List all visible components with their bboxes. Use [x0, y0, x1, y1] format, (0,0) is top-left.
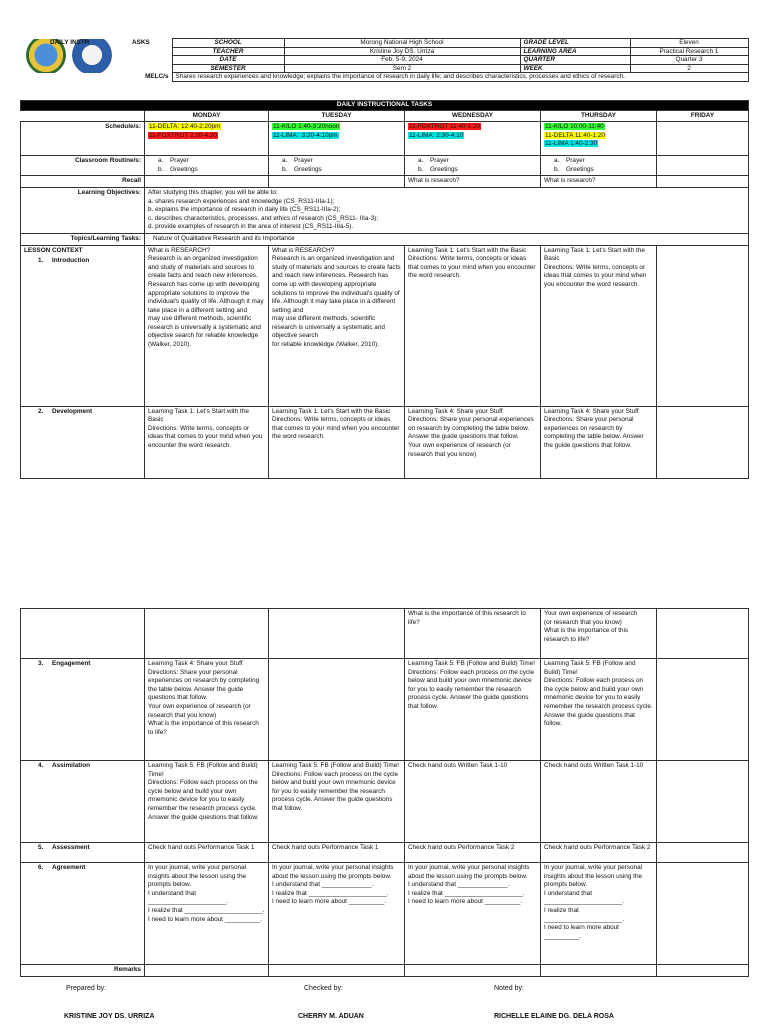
day-header-friday: FRIDAY	[657, 110, 749, 122]
tasks-table-page-2	[20, 608, 749, 977]
date-label: DATE	[172, 56, 284, 65]
routine-monday	[145, 156, 269, 176]
tasks-table-page-1	[20, 100, 749, 479]
objectives-intro: After studying this chapter, you will be able to:	[148, 188, 278, 196]
noted-by-label: Noted by:	[494, 985, 524, 992]
introduction-friday	[657, 245, 749, 406]
section-title: Agreement	[52, 864, 86, 871]
recall-label: Recall	[21, 176, 145, 188]
assessment-thursday: Check hand outs Performance Task 2	[541, 843, 657, 863]
section-number: 5.	[38, 844, 44, 851]
schedule-friday	[657, 122, 749, 156]
banner-title: DAILY INSTRUCTIONAL TASKS	[21, 101, 749, 111]
routine-item: b. Greetings	[418, 166, 537, 175]
schedule-thursday	[541, 122, 657, 156]
semester-value: Sem 2	[284, 64, 520, 73]
recall-thursday: What is research?	[541, 176, 657, 188]
routine-tuesday	[269, 156, 405, 176]
remarks-label: Remarks	[21, 965, 145, 977]
schedule-entry: 11-FOXTROT 11:40-1:20	[409, 123, 481, 131]
assimilation-wednesday: Check hand outs Written Task 1-10	[405, 761, 541, 843]
assimilation-monday: Learning Task 5: FB (Follow and Build) Time! Directions: Follow each process on the cycle below and build your own mnemonic device for you to easily remember the research process cycle. Answer the guide questions that follow.	[145, 761, 269, 843]
section-number: 4.	[38, 762, 44, 769]
day-header-tuesday: TUESDAY	[269, 110, 405, 122]
title-fragment-right: ASKS	[132, 38, 150, 46]
schedule-entry: 11-DELTA 11:40-1:20	[545, 131, 605, 139]
routine-item: b. Greetings	[158, 166, 265, 175]
assimilation-label	[21, 761, 145, 843]
prepared-by-label: Prepared by:	[66, 985, 107, 992]
quarter-value: Quarter 3	[630, 56, 748, 65]
day-header-monday: MONDAY	[145, 110, 269, 122]
semester-label: SEMESTER	[172, 64, 284, 73]
engagement-wednesday: Learning Task 5: FB (Follow and Build) Time! Directions: Follow each process on the cycle below and build your own mnemonic device for you to easily remember the research process cycle. Answer the guide questions that follow.	[405, 659, 541, 761]
objective-item: d. provide examples of research in the area of interest (CS_RS11-IIIa-5).	[148, 223, 354, 231]
recall-tuesday	[269, 176, 405, 188]
melc-text: Shares research experiences and knowledge; explains the importance of research in daily life; and describes characteristics, processes and ethics of research.	[172, 73, 748, 82]
recall-friday	[657, 176, 749, 188]
continuation-tuesday	[269, 609, 405, 659]
section-number: 2.	[38, 407, 44, 415]
routine-item: a. Prayer	[418, 157, 537, 166]
objectives-text	[145, 187, 749, 233]
continuation-friday	[657, 609, 749, 659]
section-number: 1.	[38, 257, 44, 265]
assessment-label	[21, 843, 145, 863]
melc-label: MELC/s	[20, 73, 172, 82]
remarks-thursday	[541, 965, 657, 977]
continuation-monday	[145, 609, 269, 659]
section-title: Development	[52, 407, 93, 415]
day-header-wednesday: WEDNESDAY	[405, 110, 541, 122]
grade-level-label: GRADE LEVEL	[520, 39, 630, 48]
section-title: Introduction	[52, 257, 90, 265]
learning-area-label: LEARNING AREA	[520, 47, 630, 56]
agreement-tuesday: In your journal, write your personal insights about the lesson using the prompts below. I understand that ______________. I realize that ______________________. I need to learn more about __________.	[269, 863, 405, 965]
topics-text: Nature of Qualitative Research and its Importance	[145, 233, 749, 245]
routine-item: a. Prayer	[158, 157, 265, 166]
routine-wednesday	[405, 156, 541, 176]
engagement-thursday: Learning Task 5: FB (Follow and Build) Time! Directions: Follow each process on the cycle below and build your own mnemonic device for you to easily remember the research process cycle. Answer the guide questions that follow.	[541, 659, 657, 761]
corner-cell	[21, 110, 145, 122]
section-title: Engagement	[52, 660, 91, 667]
agreement-monday: In your journal, write your personal insights about the lesson using the prompts below. I understand that ______________________. I realize that ______________________. I need to learn more about __________.	[145, 863, 269, 965]
engagement-tuesday	[269, 659, 405, 761]
development-tuesday: Learning Task 1: Let's Start with the Basic Directions: Write terms, concepts or ideas that comes to your mind when you encounter the word research.	[269, 406, 405, 478]
development-wednesday: Learning Task 4: Share your Stuff Directions: Share your personal experiences on research by completing the table below. Answer the guide questions that follow. Your own experience of research (or research that you know)	[405, 406, 541, 478]
schedule-entry: 11-LIMA : 3:20-4:10pm	[273, 131, 338, 139]
noted-by-name: RICHELLE ELAINE DG. DELA ROSA	[494, 1013, 614, 1020]
engagement-label	[21, 659, 145, 761]
assimilation-thursday: Check hand outs Written Task 1-10	[541, 761, 657, 843]
routine-item: a. Prayer	[554, 157, 653, 166]
routine-label: Classroom Routine/s:	[21, 156, 145, 176]
topics-label: Topics/Learning Tasks:	[21, 233, 145, 245]
schedule-entry: 11-FOXTROT 2:20-4:20	[149, 131, 217, 139]
checked-by-name: CHERRY M. ADUAN	[298, 1013, 364, 1020]
schedule-wednesday	[405, 122, 541, 156]
date-value: Feb. 5-9, 2024	[284, 56, 520, 65]
week-value: 2	[630, 64, 748, 73]
recall-monday	[145, 176, 269, 188]
development-thursday: Learning Task 4: Share your Stuff Directions: Share your personal experiences on research by completing the table below. Answer the guide questions that follow.	[541, 406, 657, 478]
recall-wednesday: What is research?	[405, 176, 541, 188]
title-fragment-left: DAILY INSTR	[50, 38, 90, 46]
grade-level-value: Eleven	[630, 39, 748, 48]
checked-by-label: Checked by:	[304, 985, 343, 992]
schedule-entry: 11-KILO 1:40-3:20noon	[273, 123, 340, 131]
assimilation-tuesday: Learning Task 5: FB (Follow and Build) Time! Directions: Follow each process on the cycle below and build your own mnemonic device for you to easily remember the research process cycle. Answer the guide questions that follow.	[269, 761, 405, 843]
section-number: 6.	[38, 864, 44, 871]
agreement-thursday: In your journal, write your personal insights about the lesson using the prompts below. I understand that ______________________. I realize that ______________________. I need to learn more about __________.	[541, 863, 657, 965]
development-label	[21, 406, 145, 478]
lesson-context-label: LESSON CONTEXT	[21, 245, 145, 256]
objectives-label: Learning Objectives:	[21, 187, 145, 233]
schedule-tuesday	[269, 122, 405, 156]
schedule-label: Schedule/s:	[21, 122, 145, 156]
introduction-wednesday: Learning Task 1: Let's Start with the Basic Directions: Write terms, concepts or ideas that comes to your mind when you encounter the word research.	[405, 245, 541, 406]
remarks-tuesday	[269, 965, 405, 977]
development-friday	[657, 406, 749, 478]
agreement-wednesday: In your journal, write your personal insights about the lesson using the prompts below. I understand that ______________. I realize that ______________________. I need to learn more about __________.	[405, 863, 541, 965]
remarks-friday	[657, 965, 749, 977]
agreement-label	[21, 863, 145, 965]
introduction-tuesday: What is RESEARCH? Research is an organized investigation and study of materials and sources to create facts and reach new inferences. Research has come up with developing appropriate solutions to improve the individual's quality of life. Although it may take place in a different setting and may use different methods, scientific research is universally a systematic and objective search for reliable knowledge (Walker, 2010).	[269, 245, 405, 406]
prepared-by-name: KRISTINE JOY DS. URRIZA	[64, 1013, 155, 1020]
objective-item: a. shares research experiences and knowledge (CS_RS11-IIIa-1);	[148, 197, 335, 205]
teacher-label: TEACHER	[172, 47, 284, 56]
schedule-entry: 11-KILO 10:00-11:40	[545, 123, 604, 131]
assimilation-friday	[657, 761, 749, 843]
school-value: Morong National High School	[284, 39, 520, 48]
introduction-thursday: Learning Task 1: Let's Start with the Basic Directions: Write terms, concepts or ideas that comes to your mind when you encounter the word research.	[541, 245, 657, 406]
assessment-friday	[657, 843, 749, 863]
assessment-tuesday: Check hand outs Performance Task 1	[269, 843, 405, 863]
schedule-entry: 11-DELTA: 12:40-2:20pm	[149, 123, 221, 131]
section-title: Assimilation	[52, 762, 90, 769]
learning-area-value: Practical Research 1	[630, 47, 748, 56]
agreement-friday	[657, 863, 749, 965]
week-label: WEEK	[520, 64, 630, 73]
section-title: Assessment	[52, 844, 90, 851]
assessment-monday: Check hand outs Performance Task 1	[145, 843, 269, 863]
continuation-wednesday: What is the importance of this research to life?	[405, 609, 541, 659]
engagement-monday: Learning Task 4: Share your Stuff Directions: Share your personal experiences on research by completing the table below. Answer the guide questions that follow. Your own experience of research (or research that you know) What is the importance of this research to life?	[145, 659, 269, 761]
school-label: SCHOOL	[172, 39, 284, 48]
routine-friday	[657, 156, 749, 176]
routine-item: a. Prayer	[282, 157, 401, 166]
introduction-label	[21, 256, 145, 406]
section-number: 3.	[38, 660, 44, 667]
objective-item: b. explains the importance of research in daily life (CS_RS11-IIIa-2);	[148, 206, 341, 214]
schedule-entry: 11-LIMA 1:40-2:30	[545, 140, 598, 148]
logo-area	[20, 39, 172, 73]
routine-item: b. Greetings	[282, 166, 401, 175]
introduction-monday: What is RESEARCH? Research is an organized investigation and study of materials and sources to create facts and reach new inferences. Research has come up with developing appropriate solutions to improve the individual's quality of life. Although it may take place in a different setting and may use different methods, scientific research is universally a systematic and objective search for reliable knowledge (Walker, 2010).	[145, 245, 269, 406]
remarks-monday	[145, 965, 269, 977]
teacher-value: Kristine Joy DS. Urriza	[284, 47, 520, 56]
routine-thursday	[541, 156, 657, 176]
continuation-label	[21, 609, 145, 659]
objective-item: c. describes characteristics, processes, and ethics of research (CS_RS11- IIIa-3);	[148, 214, 379, 222]
schedule-monday	[145, 122, 269, 156]
engagement-friday	[657, 659, 749, 761]
day-header-thursday: THURSDAY	[541, 110, 657, 122]
remarks-wednesday	[405, 965, 541, 977]
quarter-label: QUARTER	[520, 56, 630, 65]
schedule-entry: 11-LIMA: 2:30-4:10	[409, 131, 464, 139]
development-monday: Learning Task 1: Let's Start with the Basic Directions: Write terms, concepts or ideas that comes to your mind when you encounter the word research.	[145, 406, 269, 478]
continuation-thursday: Your own experience of research (or research that you know) What is the importance of this research to life?	[541, 609, 657, 659]
assessment-wednesday: Check hand outs Performance Task 2	[405, 843, 541, 863]
header-table	[20, 38, 749, 82]
routine-item: b. Greetings	[554, 166, 653, 175]
